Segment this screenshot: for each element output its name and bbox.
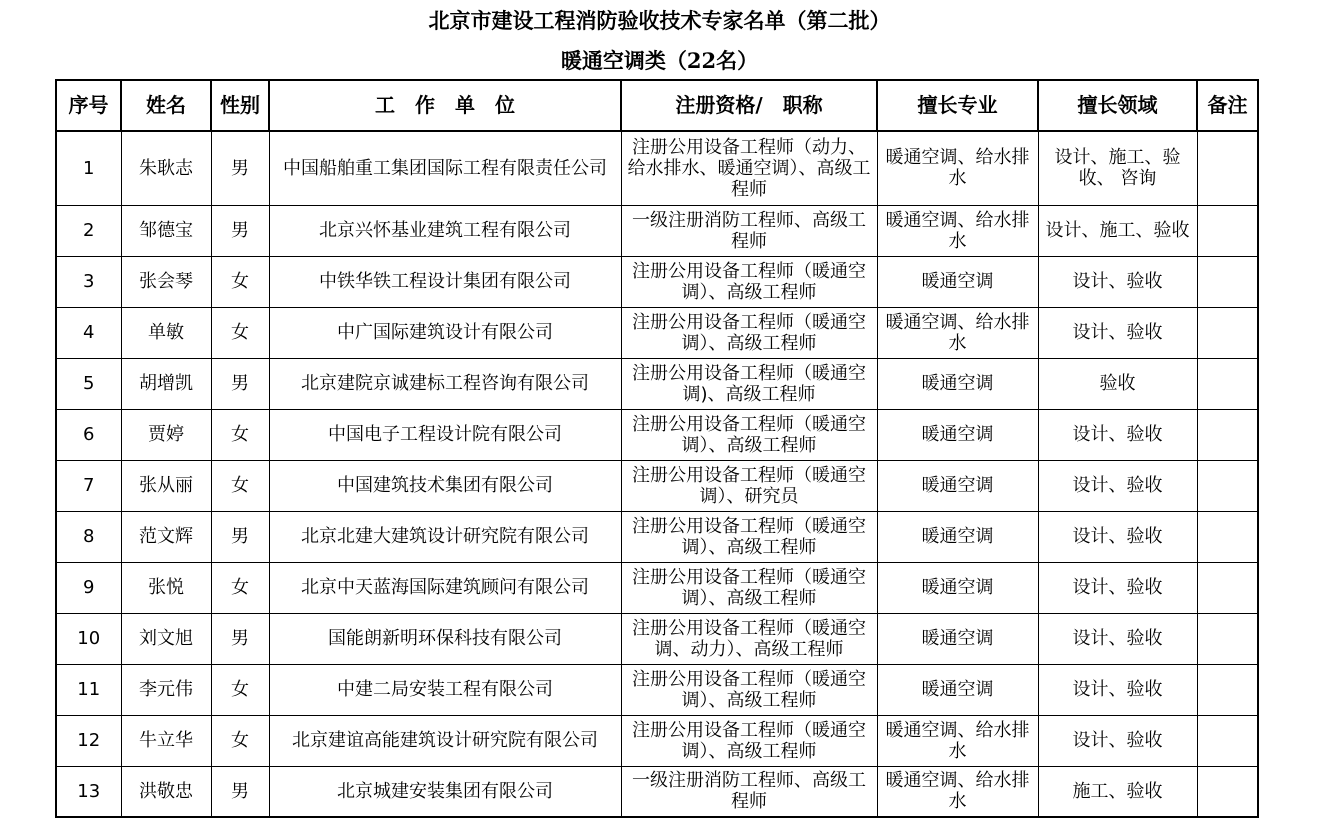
cell-gender: 男: [211, 511, 269, 562]
cell-specialty: 暖通空调: [877, 256, 1038, 307]
cell-qualification: 注册公用设备工程师（暖通空调、动力）、高级工程师: [621, 613, 877, 664]
cell-name: 张悦: [121, 562, 211, 613]
cell-field: 设计、施工、验收: [1038, 205, 1197, 256]
cell-name: 贾婷: [121, 409, 211, 460]
header-gender: 性别: [211, 80, 269, 131]
cell-org: 中国建筑技术集团有限公司: [269, 460, 621, 511]
table-row: [56, 715, 1258, 766]
cell-name: 单敏: [121, 307, 211, 358]
cell-gender: 女: [211, 409, 269, 460]
header-field: 擅长领域: [1038, 80, 1197, 131]
cell-gender: 女: [211, 307, 269, 358]
cell-qualification: 注册公用设备工程师（暖通空调）、高级工程师: [621, 715, 877, 766]
cell-gender: 男: [211, 613, 269, 664]
cell-no: 3: [56, 256, 121, 307]
cell-field: 设计、验收: [1038, 460, 1197, 511]
cell-field: 设计、验收: [1038, 307, 1197, 358]
cell-org: 中广国际建筑设计有限公司: [269, 307, 621, 358]
header-no: 序号: [56, 80, 121, 131]
cell-field: 设计、验收: [1038, 613, 1197, 664]
cell-qualification: 注册公用设备工程师（暖通空调）、研究员: [621, 460, 877, 511]
cell-field: 设计、验收: [1038, 664, 1197, 715]
cell-qualification: 注册公用设备工程师（暖通空调）、高级工程师: [621, 664, 877, 715]
cell-field: 设计、验收: [1038, 256, 1197, 307]
cell-qualification: 注册公用设备工程师（暖通空调)、高级工程师: [621, 358, 877, 409]
cell-note: [1197, 409, 1258, 460]
cell-no: 13: [56, 766, 121, 817]
cell-name: 刘文旭: [121, 613, 211, 664]
cell-org: 北京建院京诚建标工程咨询有限公司: [269, 358, 621, 409]
cell-no: 8: [56, 511, 121, 562]
cell-name: 张会琴: [121, 256, 211, 307]
table-row: [56, 307, 1258, 358]
cell-gender: 女: [211, 664, 269, 715]
cell-note: [1197, 664, 1258, 715]
cell-no: 4: [56, 307, 121, 358]
cell-org: 中国船舶重工集团国际工程有限责任公司: [269, 131, 621, 205]
cell-note: [1197, 613, 1258, 664]
table-row: [56, 664, 1258, 715]
cell-name: 朱耿志: [121, 131, 211, 205]
cell-note: [1197, 307, 1258, 358]
table-row: [56, 511, 1258, 562]
cell-org: 北京北建大建筑设计研究院有限公司: [269, 511, 621, 562]
table-row: [56, 613, 1258, 664]
cell-specialty: 暖通空调、给水排水: [877, 131, 1038, 205]
cell-field: 设计、验收: [1038, 409, 1197, 460]
cell-name: 牛立华: [121, 715, 211, 766]
cell-no: 12: [56, 715, 121, 766]
cell-field: 设计、验收: [1038, 562, 1197, 613]
cell-qualification: 注册公用设备工程师（动力、给水排水、暖通空调）、高级工程师: [621, 131, 877, 205]
cell-specialty: 暖通空调、给水排水: [877, 205, 1038, 256]
cell-qualification: 注册公用设备工程师（暖通空调）、高级工程师: [621, 409, 877, 460]
cell-qualification: 一级注册消防工程师、高级工程师: [621, 205, 877, 256]
cell-qualification: 注册公用设备工程师（暖通空调）、高级工程师: [621, 511, 877, 562]
table-row: [56, 256, 1258, 307]
cell-gender: 男: [211, 766, 269, 817]
cell-specialty: 暖通空调: [877, 562, 1038, 613]
cell-no: 5: [56, 358, 121, 409]
cell-org: 北京兴怀基业建筑工程有限公司: [269, 205, 621, 256]
cell-specialty: 暖通空调: [877, 460, 1038, 511]
cell-org: 中铁华铁工程设计集团有限公司: [269, 256, 621, 307]
cell-no: 7: [56, 460, 121, 511]
cell-field: 设计、验收: [1038, 511, 1197, 562]
cell-name: 范文辉: [121, 511, 211, 562]
cell-qualification: 一级注册消防工程师、高级工程师: [621, 766, 877, 817]
cell-no: 2: [56, 205, 121, 256]
cell-org: 北京城建安装集团有限公司: [269, 766, 621, 817]
cell-gender: 男: [211, 358, 269, 409]
cell-note: [1197, 766, 1258, 817]
cell-gender: 女: [211, 460, 269, 511]
cell-note: [1197, 562, 1258, 613]
cell-note: [1197, 205, 1258, 256]
cell-name: 邹德宝: [121, 205, 211, 256]
table-row: [56, 131, 1258, 205]
table-row: [56, 205, 1258, 256]
cell-specialty: 暖通空调、给水排水: [877, 715, 1038, 766]
document-subtitle: 暖通空调类（22名）: [560, 48, 759, 73]
cell-gender: 女: [211, 562, 269, 613]
cell-specialty: 暖通空调: [877, 511, 1038, 562]
cell-qualification: 注册公用设备工程师（暖通空调）、高级工程师: [621, 256, 877, 307]
cell-no: 10: [56, 613, 121, 664]
expert-table: [55, 79, 1259, 818]
cell-no: 6: [56, 409, 121, 460]
cell-name: 胡增凯: [121, 358, 211, 409]
table-row: [56, 562, 1258, 613]
cell-field: 设计、验收: [1038, 715, 1197, 766]
cell-org: 国能朗新明环保科技有限公司: [269, 613, 621, 664]
cell-gender: 男: [211, 131, 269, 205]
cell-name: 李元伟: [121, 664, 211, 715]
header-note: 备注: [1197, 80, 1258, 131]
table-header-row: [56, 80, 1258, 131]
header-specialty: 擅长专业: [877, 80, 1038, 131]
table-row: [56, 358, 1258, 409]
cell-note: [1197, 460, 1258, 511]
cell-qualification: 注册公用设备工程师（暖通空调）、高级工程师: [621, 307, 877, 358]
cell-note: [1197, 715, 1258, 766]
cell-field: 设计、施工、验收、 咨询: [1038, 131, 1197, 205]
header-name: 姓名: [121, 80, 211, 131]
cell-specialty: 暖通空调: [877, 358, 1038, 409]
cell-field: 验收: [1038, 358, 1197, 409]
cell-note: [1197, 131, 1258, 205]
header-qualification: 注册资格/ 职称: [621, 80, 877, 131]
cell-gender: 女: [211, 715, 269, 766]
cell-org: 北京中天蓝海国际建筑顾问有限公司: [269, 562, 621, 613]
cell-specialty: 暖通空调: [877, 613, 1038, 664]
document-title: 北京市建设工程消防验收技术专家名单（第二批）: [428, 8, 891, 33]
cell-gender: 男: [211, 205, 269, 256]
cell-no: 1: [56, 131, 121, 205]
cell-specialty: 暖通空调、给水排水: [877, 766, 1038, 817]
table-row: [56, 766, 1258, 817]
cell-specialty: 暖通空调: [877, 409, 1038, 460]
table-row: [56, 460, 1258, 511]
cell-org: 北京建谊高能建筑设计研究院有限公司: [269, 715, 621, 766]
cell-specialty: 暖通空调: [877, 664, 1038, 715]
cell-specialty: 暖通空调、给水排水: [877, 307, 1038, 358]
cell-field: 施工、验收: [1038, 766, 1197, 817]
cell-org: 中建二局安装工程有限公司: [269, 664, 621, 715]
cell-note: [1197, 358, 1258, 409]
header-org: 工 作 单 位: [269, 80, 621, 131]
cell-name: 张从丽: [121, 460, 211, 511]
cell-no: 9: [56, 562, 121, 613]
cell-name: 洪敬忠: [121, 766, 211, 817]
cell-no: 11: [56, 664, 121, 715]
cell-note: [1197, 511, 1258, 562]
cell-gender: 女: [211, 256, 269, 307]
table-body: [56, 131, 1258, 817]
cell-org: 中国电子工程设计院有限公司: [269, 409, 621, 460]
cell-qualification: 注册公用设备工程师（暖通空调）、高级工程师: [621, 562, 877, 613]
table-row: [56, 409, 1258, 460]
cell-note: [1197, 256, 1258, 307]
